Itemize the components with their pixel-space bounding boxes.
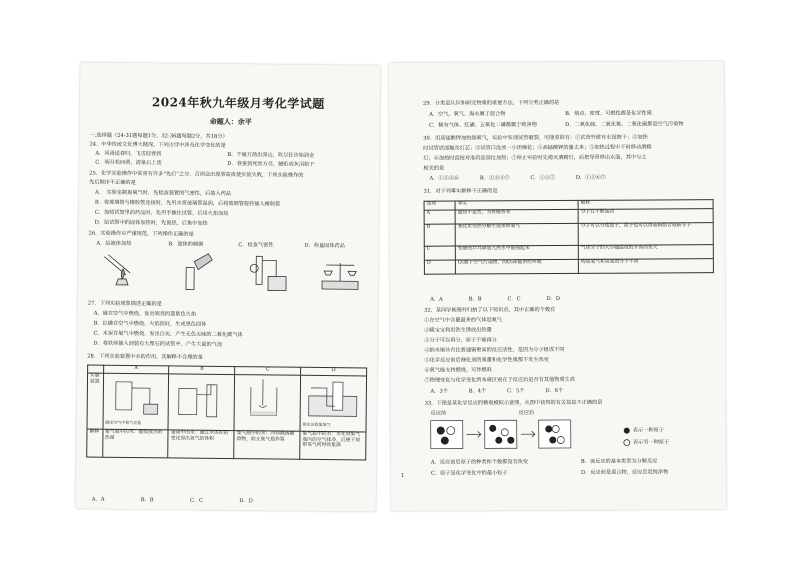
q29-option-a: A．空气、氧气、海水属于混合物 bbox=[429, 111, 506, 118]
q29-stem: 29．分类是认识和研究物质的重要方法，下列分类正确的是 bbox=[423, 99, 560, 107]
q31-table bbox=[424, 199, 714, 275]
q27-option-a: A．硫在空气中燃烧，发出明亮的蓝紫色火焰 bbox=[93, 310, 197, 318]
q31-row-a-fact: 遥知不是雪，为有暗香来 bbox=[455, 209, 578, 224]
q28-head-c: C bbox=[235, 367, 301, 376]
q32-item-4: ④纳米铜具有比普通铜更高的反应活性，是因为分子组成不同 bbox=[424, 346, 565, 354]
q28-expl-b: 量筒中的水：通过水体积的变化得出氧气的体积 bbox=[168, 430, 234, 459]
white-atom-icon bbox=[624, 440, 630, 446]
q24-option-c: C．明月松间照，清泉石上流 bbox=[95, 159, 162, 167]
liquid-pouring-icon bbox=[186, 254, 212, 290]
exam-title: 2024年秋九年级月考化学试题 bbox=[151, 95, 325, 112]
q29-option-d: D．二氧化硫、二氧化氮、二氧化碳都是空气污染物 bbox=[565, 121, 684, 128]
q26-option-b: B．液体的倾倒 bbox=[168, 241, 204, 248]
q33-option-b: B．该反应的基本类型为分解反应 bbox=[580, 458, 658, 465]
q28-expl-d: 集气瓶中的水：水先将集气瓶内的空气排净，后便于观察氧气何时收集满 bbox=[300, 431, 366, 460]
q26-figures bbox=[96, 249, 366, 296]
q29-option-b: B．熔点、密度、可燃性都是化学性质 bbox=[565, 110, 652, 117]
q31-head-explain: 解释 bbox=[578, 200, 713, 210]
q27-stem: 27．下列实验现象描述正确的是 bbox=[87, 300, 162, 308]
q25-option-b: B．将玻璃管与橡胶管连接时，先用水将玻璃管湿润，后将玻璃管旋转插入橡胶管 bbox=[94, 199, 281, 208]
balance-scale-icon bbox=[322, 263, 358, 289]
q26-stem: 26．实验操作应严谨规范，下列操作正确的是 bbox=[88, 230, 194, 238]
q28-head-d: D bbox=[301, 367, 367, 376]
q28-fig-a-caption: 测定空气中氧气含量 bbox=[105, 419, 142, 425]
exam-author: 命题人：余平 bbox=[209, 116, 252, 127]
q31-head-option: 选项 bbox=[424, 201, 455, 210]
q27-option-d: D．将铁丝插入到装有大理石的试管中，产生大量的气泡 bbox=[93, 340, 223, 348]
airtightness-check-icon bbox=[250, 256, 286, 290]
right-exam-page bbox=[389, 61, 726, 511]
atom-legend-icons bbox=[623, 426, 631, 450]
q30-stem-2: 时试管底部触及灯芯；③试管口没放一小团棉花；④高锰酸钾的量太多；⑤加热过程中不时移动酒精 bbox=[423, 144, 652, 152]
q26-option-d: D．称量固体药品 bbox=[304, 242, 345, 250]
q24-option-b: B．千锤万凿出深山，吹尽狂沙始到金 bbox=[227, 151, 315, 159]
q24-option-a: A．风雨送春归，飞雪迎春到 bbox=[95, 150, 162, 158]
q30-options: A．①②③⑥ B．①②④⑦ C．①③⑦ D．①②⑥⑦ bbox=[429, 174, 606, 182]
q31-row-c-fact: 变瘪的乒乓球放入热水中能鼓起来 bbox=[455, 245, 578, 260]
water-displacement-collection-icon bbox=[303, 376, 363, 421]
q33-option-d: D．反应前是混合物，反应后是纯净物 bbox=[580, 469, 669, 476]
q25-option-c: C．加热试管里的药品时，先用手握住试管，后用火焰加热 bbox=[94, 209, 229, 218]
q31-options: A．A B．B C．C D．D bbox=[430, 295, 561, 303]
q31-row-d-option: D bbox=[424, 260, 455, 274]
q33-option-a: A．反应前后原子的种类和个数都没有改变 bbox=[430, 459, 529, 466]
measuring-cylinder-apparatus-icon bbox=[171, 374, 232, 425]
q24-option-d: D．春蚕到死丝方尽，蜡炬成灰泪始干 bbox=[227, 160, 315, 168]
q25-option-d: D．给试管中的固体加热时，先预热，后集中加热 bbox=[94, 219, 208, 227]
q32-stem: 32．某同学梳理并归纳了以下知识点，其中正确的个数有 bbox=[424, 307, 556, 314]
q28-fig-d-caption: 排水法收集氧气 bbox=[302, 421, 331, 427]
page-number: 1 bbox=[400, 472, 405, 479]
test-tube-heating-icon bbox=[104, 255, 130, 285]
q31-row-d-explain: 构成氧气和臭氧的分子不同 bbox=[578, 259, 713, 274]
q25-option-a: A． 实验室制取氧气时，先检查装置的气密性，后装入药品 bbox=[94, 189, 232, 198]
q32-item-6: ⑥氧气能支持燃烧，可作燃料 bbox=[424, 367, 492, 374]
left-exam-page bbox=[76, 62, 381, 511]
q33-before-label: 反应前 bbox=[430, 410, 447, 417]
section-heading: 一.选择题（24-31题每题1分，32-36题每题2分，共18分） bbox=[89, 132, 228, 140]
q28-row-label-apparatus: 实验装置 bbox=[87, 373, 103, 429]
q25-stem: 25．化学实验操作中常常有许多“先后”之分，否则会出现事故或使实验失败，下列实验操作的 bbox=[89, 170, 304, 179]
q30-stem-4: 相关的是 bbox=[423, 165, 445, 172]
q33-reaction-diagram bbox=[429, 418, 619, 453]
q27-option-b: B．红磷在空气中燃烧，火焰很旺，生成黑色固体 bbox=[93, 320, 207, 328]
iron-wire-combustion-icon bbox=[237, 375, 298, 426]
q32-item-5: ⑤化学反应前后催化剂的质量和化学性质都不发生改变 bbox=[424, 357, 549, 364]
q31-row-c-option: C bbox=[424, 246, 455, 260]
q32-item-2: ②暖宝宝利用铁生锈放出热量 bbox=[424, 327, 492, 334]
q30-stem: 30．用高锰酸钾加热制氧气，实验中发现试管破裂，可能原因有：①试管外壁有水没擦干；②加热 bbox=[423, 134, 648, 142]
q31-row-d-fact: O₂属于空气污染物，而O₃却能供给呼吸 bbox=[455, 259, 578, 274]
q33-legend-2: 表示另一种原子 bbox=[632, 439, 670, 446]
q28-head-blank bbox=[88, 365, 104, 373]
q32-item-7: ⑦物理变化与化学变化的本质区别在于反应后是否有其他物质生成 bbox=[424, 376, 575, 384]
q28-head-b: B bbox=[169, 366, 235, 375]
q28-head-a: A bbox=[103, 365, 169, 374]
q31-head-fact: 事实 bbox=[455, 200, 578, 210]
q25-stem-2: 先后顺序不正确的是 bbox=[89, 179, 136, 187]
q26-option-a: A．给液体加热 bbox=[96, 240, 132, 247]
q33-stem: 33．下图是某化学反应的微观模拟示意图，从图中获得的有关信息不正确的是 bbox=[424, 399, 603, 407]
q31-row-a-explain: 分子在不断运动 bbox=[578, 209, 713, 224]
q27-option-c: C．木炭在氧气中燃烧，发出白光，产生无色无味的二氧化碳气体 bbox=[93, 330, 243, 339]
q30-stem-3: 灯；⑥加热时直接对准药品部位加热；⑦停止实验时先熄灭酒精灯，后把导管移出水面，其中与之 bbox=[423, 154, 647, 162]
q33-after-label: 反应后 bbox=[518, 410, 535, 417]
q24-stem: 24．中华传统文化博大精深，下列古诗中涉及化学变化的是 bbox=[89, 141, 226, 149]
q26-option-c: C．检查气密性 bbox=[238, 242, 274, 249]
oxygen-content-apparatus-icon bbox=[105, 374, 165, 419]
q28-options: A．A B．B C．C D．D bbox=[91, 496, 253, 505]
q28-expl-a: 集气瓶中的水：吸收放出的热量 bbox=[102, 429, 168, 458]
q31-stem: 31．对下列事实解释不正确的是 bbox=[423, 188, 498, 195]
q33-legend-1: 表示一种原子 bbox=[632, 427, 664, 434]
q31-row-b-explain: 分子可以分成原子，原子也可以再重新组合成新分子 bbox=[578, 223, 713, 246]
q31-row-a-option: A bbox=[424, 210, 455, 224]
q28-fig-c bbox=[234, 375, 300, 432]
q31-row-b-fact: 氧化汞受热分解生成汞和氧气 bbox=[455, 223, 578, 246]
q28-fig-b bbox=[168, 374, 234, 431]
q28-table bbox=[86, 365, 367, 461]
black-atom-icon bbox=[624, 428, 630, 434]
q31-row-b-option: B bbox=[424, 224, 455, 246]
q29-option-c: C．稀有气体、红磷、五氧化二磷都属于纯净物 bbox=[429, 122, 537, 129]
q28-stem: 28．下列实验装置中水的作用，其解释不合理的是 bbox=[87, 353, 203, 361]
q32-item-1: ①在空气中含量最多的气体是氮气 bbox=[424, 317, 503, 324]
q33-option-c: C．原子是化学变化中的最小粒子 bbox=[430, 470, 508, 477]
q28-row-label-explain: 解释 bbox=[87, 429, 103, 457]
q31-row-c-explain: 气体分子的大小随温度的升高而变大 bbox=[578, 245, 713, 260]
q28-expl-c: 集气瓶中的水：冷却溅落融熔物，防止集气瓶炸裂 bbox=[234, 431, 300, 460]
q28-fig-d bbox=[300, 375, 366, 432]
q28-fig-a bbox=[103, 373, 169, 430]
q32-item-3: ③分子可以再分，原子不能再分 bbox=[424, 337, 497, 344]
q32-options: A．3个 B．4个 C．5个 D．6个 bbox=[430, 387, 564, 395]
